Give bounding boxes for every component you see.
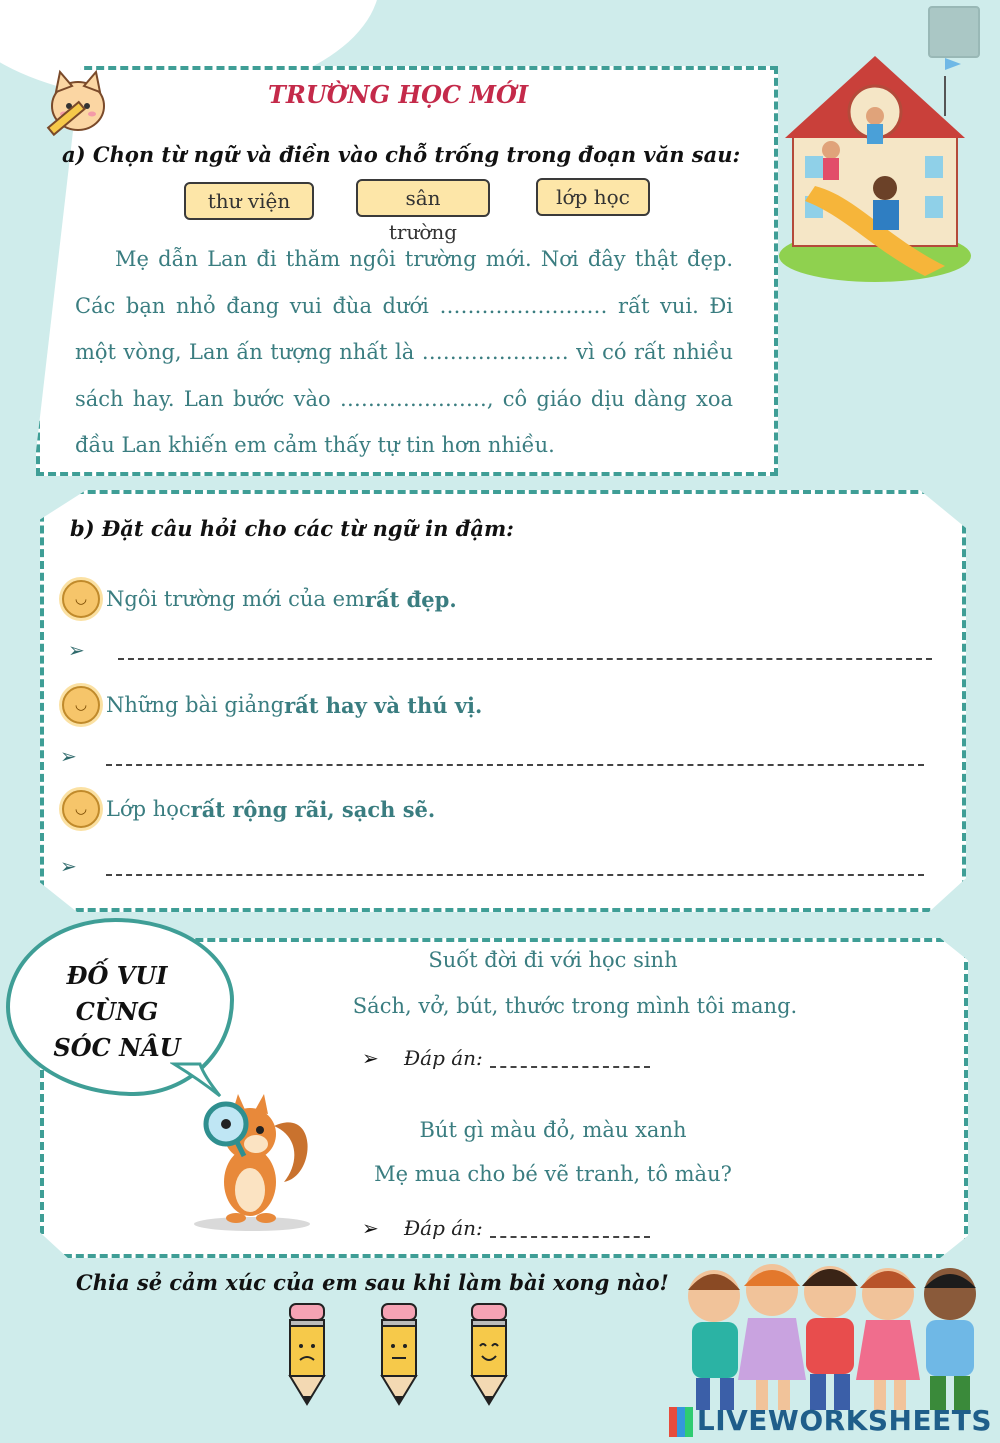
cat-pencil-icon	[42, 66, 112, 138]
liveworksheets-logo-mark	[669, 1407, 693, 1437]
neutral-pencil-icon[interactable]	[380, 1302, 418, 1406]
sun-bullet-icon: ◡	[62, 580, 100, 618]
arrow-bullet-icon: ➢	[362, 1046, 379, 1070]
arrow-bullet-icon: ➢	[60, 854, 77, 878]
section-a-heading: a) Chọn từ ngữ và điền vào chỗ trống trong đoạn văn sau:	[62, 142, 741, 167]
riddle-2-answer-label: Đáp án:	[404, 1216, 483, 1240]
question-bold: rất hay và thú vị.	[284, 692, 483, 718]
arrow-bullet-icon: ➢	[68, 638, 85, 662]
word-card-thu-vien[interactable]: thư viện	[184, 182, 314, 220]
page-title: TRƯỜNG HỌC MỚI	[268, 80, 529, 109]
riddle-1-line-2: Sách, vở, bút, thước trong mình tôi mang.	[352, 994, 798, 1018]
answer-input-1[interactable]	[118, 656, 932, 660]
sun-bullet-icon: ◡	[62, 790, 100, 828]
section-b-heading: b) Đặt câu hỏi cho các từ ngữ in đậm:	[70, 516, 514, 541]
answer-input-3[interactable]	[106, 872, 924, 876]
sad-pencil-icon[interactable]	[288, 1302, 326, 1406]
question-bold: rất đẹp.	[364, 586, 457, 612]
riddle-1-answer-label: Đáp án:	[404, 1046, 483, 1070]
question-item-2	[62, 686, 482, 724]
fill-in-paragraph	[75, 236, 733, 469]
word-card-lop-hoc[interactable]: lớp học	[536, 178, 650, 216]
kids-group-illustration	[680, 1256, 990, 1416]
paragraph-text: Mẹ dẫn Lan đi thăm ngôi trường mới. Nơi đây thật đẹp. Các bạn nhỏ đang vui đùa dưới …………………… rất vui. Đi một vòng, Lan ấn tượng nhất là ………………… vì có rất nhiều sách hay. Lan bước vào …………………, cô giáo dịu dàng xoa đầu Lan khiến em cảm thấy tự tin hơn nhiều.	[75, 247, 733, 457]
answer-input-2[interactable]	[106, 762, 924, 766]
badge-line-1: ĐỐ VUI CÙNG	[66, 961, 168, 1026]
school-illustration	[775, 46, 975, 282]
sun-bullet-icon: ◡	[62, 686, 100, 724]
riddle-1-answer-input[interactable]	[490, 1064, 650, 1068]
badge-line-2: SÓC NÂU	[53, 1033, 181, 1062]
brand-text: LIVEWORKSHEETS	[696, 1404, 992, 1437]
question-item-3	[62, 790, 435, 828]
question-text: Ngôi trường mới của em	[106, 587, 365, 611]
riddle-2-line-1: Bút gì màu đỏ, màu xanh	[419, 1118, 687, 1142]
question-bold: rất rộng rãi, sạch sẽ.	[190, 796, 436, 822]
question-text: Lớp học	[106, 797, 191, 821]
arrow-bullet-icon: ➢	[362, 1216, 379, 1240]
question-item-1	[62, 580, 457, 618]
question-text: Những bài giảng	[106, 693, 285, 717]
happy-pencil-icon[interactable]	[470, 1302, 508, 1406]
arrow-bullet-icon: ➢	[60, 744, 77, 768]
riddle-badge	[22, 958, 212, 1066]
liveworksheets-logo	[669, 1404, 992, 1437]
riddle-2-line-2: Mẹ mua cho bé vẽ tranh, tô màu?	[374, 1162, 732, 1186]
riddle-2-answer-input[interactable]	[490, 1234, 650, 1238]
feedback-prompt: Chia sẻ cảm xúc của em sau khi làm bài xong nào!	[76, 1270, 669, 1295]
riddle-1-line-1: Suốt đời đi với học sinh	[428, 948, 678, 972]
squirrel-magnifier-illustration	[188, 1086, 318, 1232]
word-card-san-truong[interactable]: sân trường	[356, 179, 490, 217]
